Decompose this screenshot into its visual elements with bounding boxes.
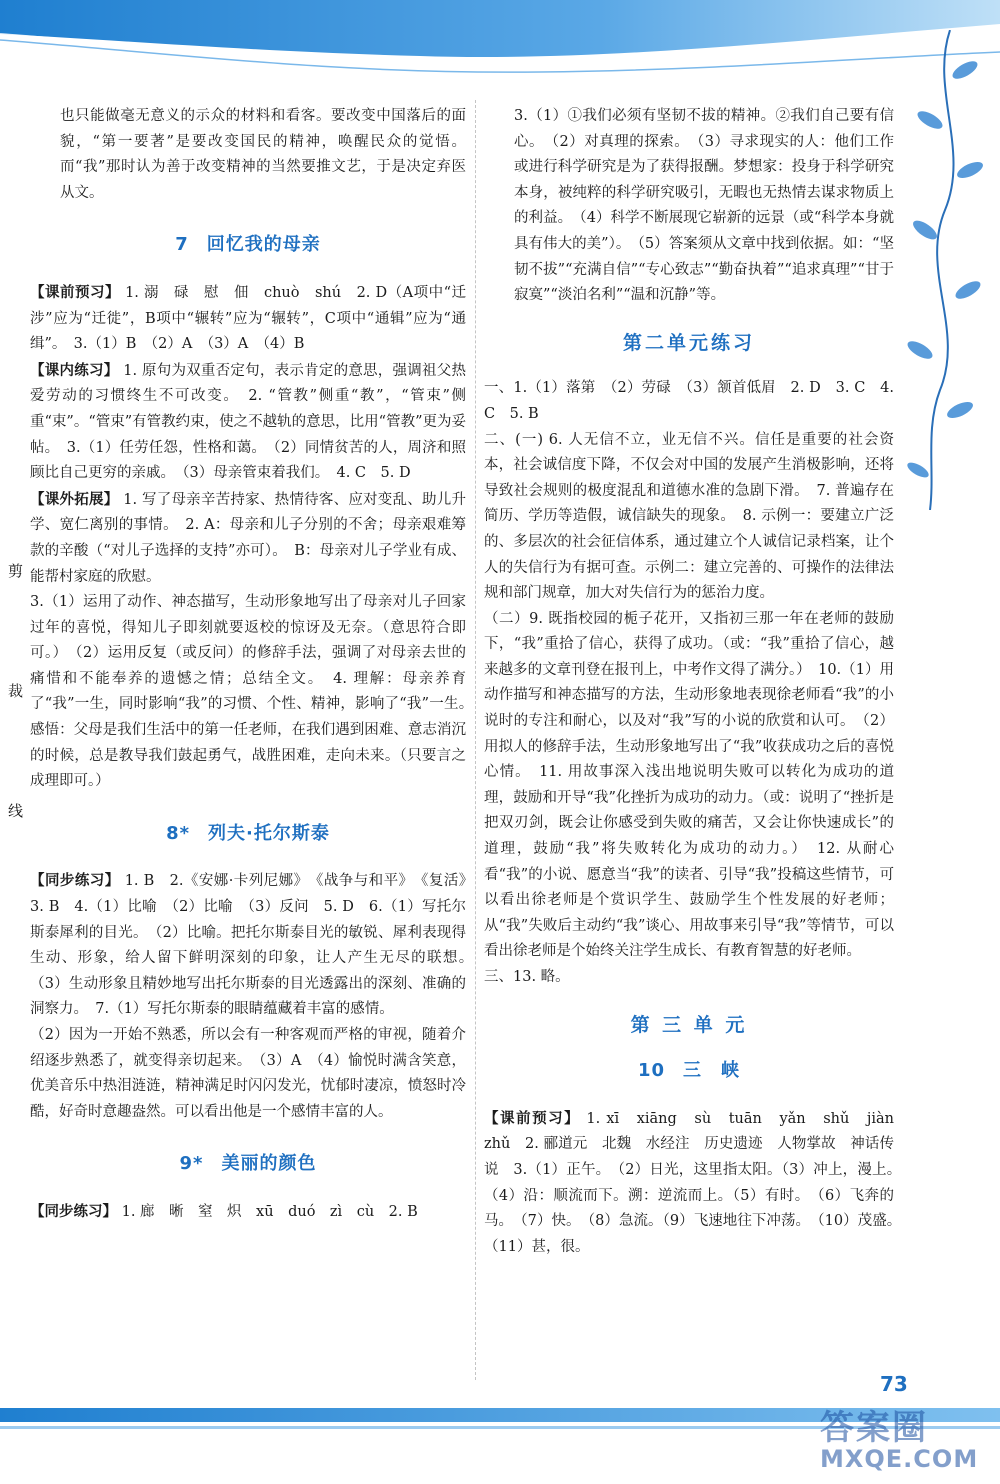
lesson-8-paragraph (30, 868, 481, 1023)
lesson-9-paragraph (30, 1199, 466, 1226)
right-column (484, 104, 909, 1260)
lesson-title: 三 峡 (683, 1060, 741, 1082)
lesson-number: 10 (637, 1060, 666, 1082)
section-tag: 【课外拓展】 (30, 490, 119, 508)
section-tag: 【课前预习】 (484, 1109, 581, 1127)
top-paragraph: 3.（1）①我们必须有坚韧不拔的精神。②我们自己要有信心。 （2）对真理的探索。 （3）寻求现实的人：他们工作或进行科学研究是为了获得报酬。梦想家：投身于科学研究本身，被纯粹的科学研究吸引，无暇也无热情去谋求物质上的利益。 （4）科学不断展现它崭新的远景（或“科学本身就具有伟大的美”）。 （5）答案须从文章中找到依据。如：“坚韧不拔”“充满自信”“专心致志”“勤奋执着”“追求真理”“甘于寂寞”“淡泊名利”“温和沉静”等。 (514, 108, 894, 304)
vine-decoration (890, 30, 1000, 510)
unit-2-paragraph: 三、13. 略。 (484, 969, 570, 985)
answer-text: 1. 廊 晰 窒 炽 xū duó zì cù 2. B (117, 1203, 418, 1220)
lesson-8-heading (30, 821, 466, 847)
section-tag: 【同步练习】 (30, 1202, 117, 1220)
lesson-7-heading (30, 232, 466, 258)
lesson-7-paragraph (30, 590, 481, 795)
section-tag: 【课内练习】 (30, 361, 119, 379)
section-tag: 【课前预习】 (30, 283, 120, 301)
lesson-title: 美丽的颜色 (221, 1153, 317, 1175)
lesson-number: 8* (166, 822, 191, 844)
lesson-number: 7 (175, 234, 189, 256)
answer-text: 1. B 2.《安娜·卡列尼娜》 《战争与和平》 《复活》 3. B 4.（1）比喻 （2）比喻 （3）反问 5. D 6.（1）写托尔斯泰犀利的目光。 （2）比喻。把托尔斯泰目光的敏锐、犀利表现得生动、形象，给人留下鲜明深刻的印象，让人产生无尽的联想。 （3）生动形象且精妙地写出托尔斯泰的目光透露出的深刻、准确的洞察力。 7.（1）写托尔斯泰的眼睛蕴藏着丰富的感情。 (30, 873, 481, 1018)
lesson-7-paragraph (30, 487, 466, 590)
watermark (820, 1400, 1000, 1480)
answer-text: 1. xī xiāng sù tuān yǎn shǔ jiàn zhǔ 2. 郦道元 北魏 水经注 历史遗迹 人物掌故 神话传说 3.（1）正午。 （2）日光，这里指太阳。（3）冲上，漫上。 （4）沿：顺流而下。溯：逆流而上。（5）有时。 （6）飞奔的马。 （7）快。 （8）急流。（9）飞速地往下冲荡。 （10）茂盛。 （11）甚，很。 (484, 1110, 909, 1255)
cut-mark-3: 线 (8, 802, 24, 820)
cut-mark-2: 裁 (8, 682, 24, 700)
lesson-title: 回忆我的母亲 (206, 234, 321, 256)
lesson-8-paragraph (30, 1023, 466, 1125)
watermark-logo: 答案圈 (820, 1408, 928, 1448)
lesson-7-paragraph (30, 280, 466, 358)
answer-text: 1. 溺 碌 慰 佃 chuò shú 2. D（A项中“迁涉”应为“迁徙”，B项中“辗转”应为“辗转”，C项中“通辑”应为“通缉”。 3.（1）B （2）A （3）A （4）B (30, 284, 466, 353)
intro-paragraph: 也只能做毫无意义的示众的材料和看客。要改变中国落后的面貌，“第一要著”是要改变国民的精神，唤醒民众的觉悟。而“我”那时认为善于改变精神的当然要推文艺，于是决定弃医从文。 (60, 108, 466, 201)
top-decorative-band (0, 0, 1000, 80)
cut-line-marks (8, 560, 28, 840)
lesson-9-heading (30, 1151, 466, 1177)
lesson-10-heading (484, 1058, 894, 1084)
section-tag: 【同步练习】 (30, 872, 120, 890)
page-number: 73 (880, 1372, 908, 1396)
lesson-7-paragraph (30, 358, 466, 487)
unit-2-paragraph: 一、1.（1）落第 （2）劳碌 （3）颔首低眉 2. D 3. C 4. C 5. B (484, 380, 894, 422)
cut-mark-1: 剪 (8, 562, 24, 580)
unit-3-heading: 第 三 单 元 (630, 1013, 748, 1036)
lesson-10-paragraph (484, 1106, 909, 1261)
column-divider (475, 100, 476, 1380)
unit-2-paragraph: 二、(一) 6. 人无信不立，业无信不兴。信任是重要的社会资本，社会诚信度下降，不仅会对中国的发展产生消极影响，还将导致社会规则的极度混乱和道德水准的急剧下滑。 7. 普遍存在简历、学历等造假，诚信缺失的现象。 8. 示例一：要建立广泛的、多层次的社会征信体系，通过建立个人诚信记录档案，让个人的失信行为有据可查。示例二：建立完善的、可操作的法律法规和部门规章，加大对失信行为的惩治力度。 (484, 431, 894, 602)
lesson-title: 列夫·托尔斯泰 (208, 822, 330, 844)
lesson-number: 9* (179, 1153, 204, 1175)
unit-2-paragraph: （二）9. 既指校园的栀子花开，又指初三那一年在老师的鼓励下，“我”重拾了信心，获得了成功。（或：“我”重拾了信心，越来越多的文章刊登在报刊上，中考作文得了满分。） 10.（1）用动作描写和神态描写的方法，生动形象地表现徐老师看“我”的小说时的专注和耐心，以及对“我”写的小说的欣赏和认可。 （2）用拟人的修辞手法，生动形象地写出了“我”收获成功之后的喜悦心情。 11. 用故事深入浅出地说明失败可以转化为成功的道理，鼓励和开导“我”化挫折为成功的动力。（或：说明了“挫折是把双刃剑，既会让你感受到失败的痛苦，又会让你快速成长”的道理，鼓励“我”将失败转化为成功的动力。） 12. 从耐心看“我”的小说、愿意当“我”的读者、引导“我”投稿这些情节，可以看出徐老师是个赏识学生、鼓励学生个性发展的好老师；从“我”失败后主动约“我”谈心、用故事来引导“我”等情节，可以看出徐老师是个始终关注学生成长、有教育智慧的好老师。 (484, 610, 894, 960)
left-column (30, 104, 481, 1226)
answer-text: 1. 写了母亲辛苦持家、热情待客、应对变乱、助儿升学、宽仁离别的事情。 2. A：母亲和儿子分别的不舍；母亲艰难筹款的辛酸（“对儿子选择的支持”亦可）。 B：母亲对儿子学业有成、能帮村家庭的欣慰。 (30, 491, 466, 585)
answer-text: 3.（1）运用了动作、神态描写，生动形象地写出了母亲对儿子回家过年的喜悦，得知儿子即刻就要返校的惊讶及无奈。（意思符合即可。） （2）运用反复（或反问）的修辞手法，强调了对母亲去世的痛惜和不能奉养的遗憾之情；总结全文。 4. 理解：母亲养育了“我”一生，同时影响“我”的习惯、个性、精神，影响了“我”一生。 感悟：父母是我们生活中的第一任老师，在我们遇到困难、意志消沉的时候，总是教导我们鼓起勇气，战胜困难，走向未来。（只要言之成理即可。） (30, 594, 481, 790)
unit-2-heading: 第二单元练习 (622, 331, 755, 354)
watermark-url: MXQE.COM (820, 1445, 979, 1473)
answer-text: 1. 原句为双重否定句，表示肯定的意思，强调祖父热爱劳动的习惯终生不可改变。 2. “管教”侧重“教”，“管束”侧重“束”。“管束”有管教约束，使之不越轨的意思，比用“管教”更为妥帖。 3.（1）任劳任怨，性格和蔼。 （2）同情贫苦的人，周济和照顾比自己更穷的亲戚。 （3）母亲管束着我们。 4. C 5. D (30, 362, 466, 482)
answer-text: （2）因为一开始不熟悉，所以会有一种客观而严格的审视，随着介绍逐步熟悉了，就变得亲切起来。 （3）A （4）愉悦时满含笑意，优美音乐中热泪涟涟，精神满足时闪闪发光，忧郁时凄凉，愤怒时冷酷，好奇时意趣盎然。可以看出他是一个感情丰富的人。 (30, 1027, 466, 1120)
